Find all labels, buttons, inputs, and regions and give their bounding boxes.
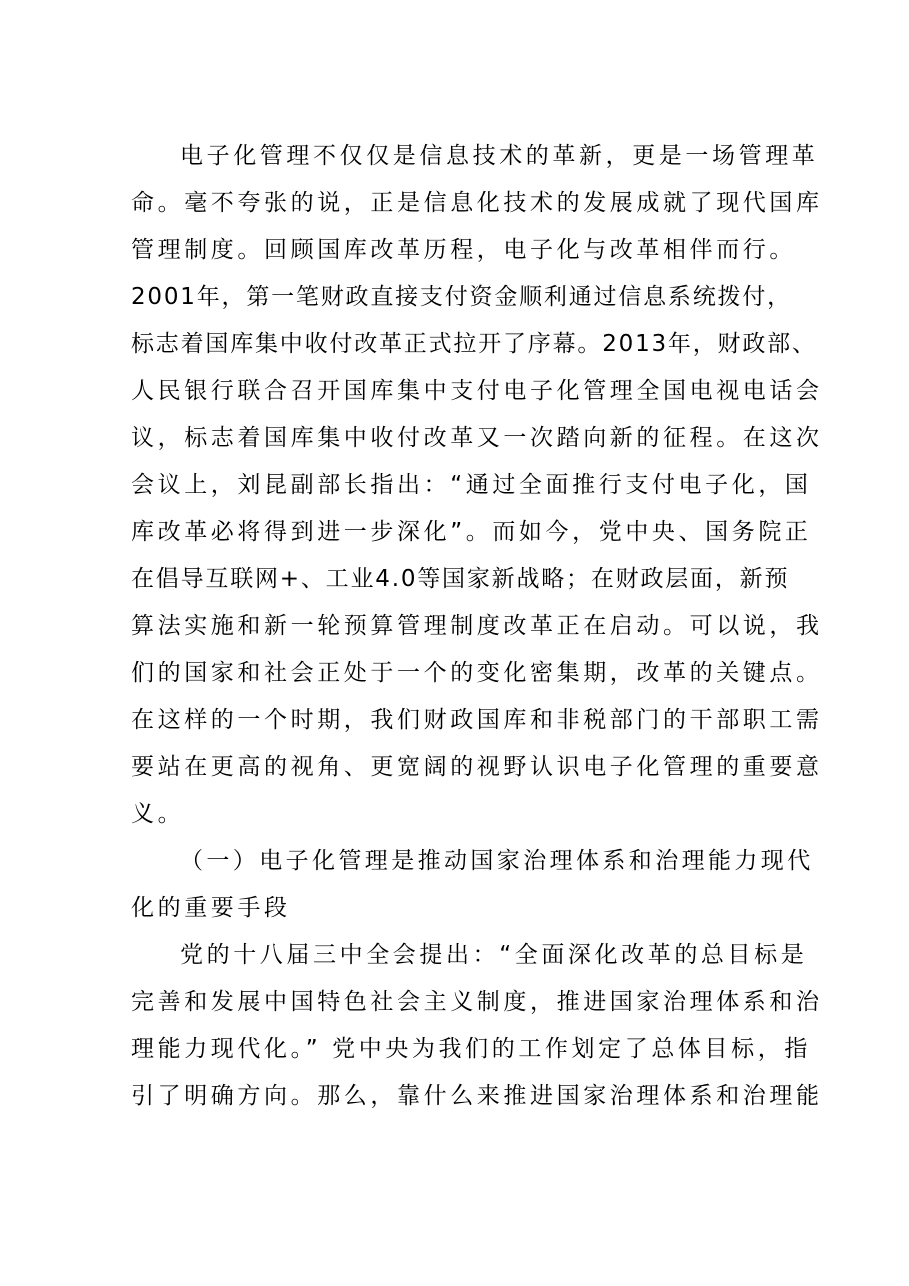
paragraph-line: 电子化管理不仅仅是信息技术的革新，更是一场管理革 (180, 143, 819, 169)
heading-line: （一）电子化管理是推动国家治理体系和治理能力现代 (180, 848, 814, 874)
heading-line: 化的重要手段 (131, 895, 291, 921)
paragraph-line: 命。毫不夸张的说，正是信息化技术的发展成就了现代国库 (131, 190, 823, 216)
paragraph-line: 算法实施和新一轮预算管理制度改革正在启动。可以说，我 (131, 613, 823, 639)
paragraph-line: 议，标志着国库集中收付改革又一次踏向新的征程。在这次 (131, 425, 823, 451)
paragraph-line: 人民银行联合召开国库集中支付电子化管理全国电视电话会 (131, 378, 823, 404)
paragraph-line: 引了明确方向。那么，靠什么来推进国家治理体系和治理能 (131, 1083, 823, 1109)
paragraph-line: 会议上，刘昆副部长指出：“通过全面推行支付电子化，国 (131, 472, 812, 498)
paragraph-line: 在倡导互联网+、工业4.0等国家新战略；在财政层面，新预 (131, 566, 790, 592)
paragraph-line: 们的国家和社会正处于一个的变化密集期，改革的关键点。 (131, 660, 823, 686)
paragraph-line: 2001年，第一笔财政直接支付资金顺利通过信息系统拨付， (131, 284, 792, 310)
paragraph-line: 在这样的一个时期，我们财政国库和非税部门的干部职工需 (131, 707, 823, 733)
paragraph-line: 理能力现代化。” 党中央为我们的工作划定了总体目标，指 (131, 1036, 811, 1062)
paragraph-line: 管理制度。回顾国库改革历程，电子化与改革相伴而行。 (131, 237, 796, 263)
paragraph-line: 要站在更高的视角、更宽阔的视野认识电子化管理的重要意 (131, 754, 823, 780)
paragraph-line: 党的十八届三中全会提出：“全面深化改革的总目标是 (180, 942, 808, 968)
paragraph-line: 义。 (131, 801, 185, 827)
paragraph-line: 完善和发展中国特色社会主义制度，推进国家治理体系和治 (131, 989, 823, 1015)
paragraph-line: 标志着国库集中收付改革正式拉开了序幕。2013年，财政部、 (131, 331, 817, 357)
paragraph-line: 库改革必将得到进一步深化”。而如今，党中央、国务院正 (131, 519, 812, 545)
